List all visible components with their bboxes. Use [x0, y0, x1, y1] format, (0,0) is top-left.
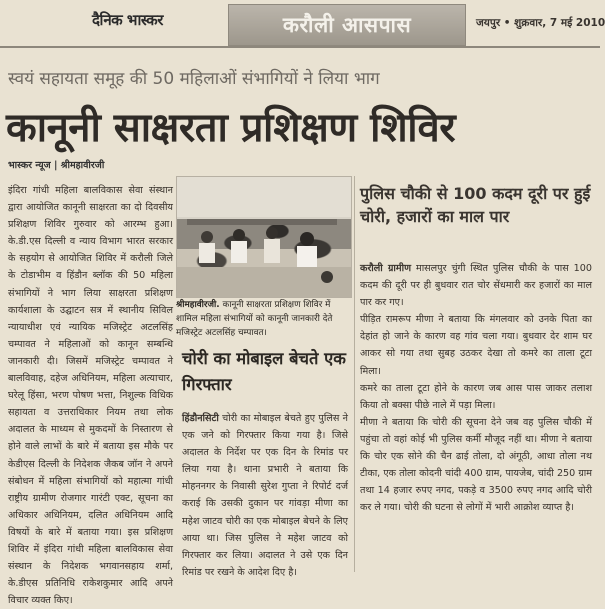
main-story-kicker: स्वयं सहायता समूह की 50 महिलाओं संभागियों ने लिया भाग: [8, 69, 380, 89]
column-divider: [354, 176, 355, 572]
theft-story-dateline: करौली ग्रामीण: [360, 263, 412, 274]
edition-dateline: जयपुर • शुक्रवार, 7 मई 2010: [476, 17, 605, 29]
mobile-story-column: [182, 410, 348, 578]
theft-story-body-part2: पीड़ित रामरूप मीणा ने बताया कि मंगलवार को उनके पिता का देहांत हो जाने के कारण वह गांव चला गया। बुधवार देर शाम घर आकर सो गया तथा सुबह उठकर देखा तो कमरे का ताला टूटा मिला।: [360, 314, 592, 377]
theft-story-body-part3: कमरे का ताला टूटा होने के कारण जब आस पास जाकर तलाश किया तो बक्सा पीछे नाले में पड़ा मिला।: [360, 382, 592, 411]
photo-caption: [176, 298, 351, 340]
news-photo: [176, 176, 352, 298]
main-story-byline: भास्कर न्यूज | श्रीमहावीरजी: [8, 160, 105, 171]
theft-story-headline: पुलिस चौकी से 100 कदम दूरी पर हुई चोरी, हजारों का माल पार: [360, 184, 591, 226]
theft-story-body-part1: मासलपुर चुंगी स्थित पुलिस चौकी के पास 100 कदम की दूरी पर ही बुधवार रात चोर सेंधमारी कर हजारों का माल पार कर गए।: [360, 263, 592, 309]
masthead: [0, 0, 605, 46]
mobile-story-body: चोरी का मोबाइल बेचते हुए पुलिस ने एक जने को गिरफ्तार किया गया है। जिसे अदालत के निर्देश पर एक दिन के रिमांड पर लिया गया है। थाना प्रभारी ने बताया कि मोहननगर के निवासी सुरेश गुप्ता ने रिपोर्ट दर्ज कराई कि उसकी दुकान पर गांवड़ा मीणा का महेश जाटव चोरी का एक मोबाइल बेचने के लिए आया था। जिस पुलिस ने महेश जाटव को गिरफ्तार कर लिया। अदालत ने उसे एक दिन रिमांड पर रखने के आदेश दिए है।: [182, 413, 348, 578]
newspaper-logo: दैनिक भास्कर: [92, 11, 163, 29]
masthead-rule: [0, 46, 600, 48]
photo-illustration: [177, 177, 351, 297]
main-story-column: [8, 182, 173, 607]
mobile-story-headline: चोरी का मोबाइल बेचते एक गिरफ्तार: [182, 349, 346, 394]
section-title: करौली आसपास: [282, 13, 412, 37]
photo-caption-text: कानूनी साक्षरता प्रशिक्षण शिविर में शामिल महिला संभागियों को कानूनी जानकारी देते मजिस्ट्रेट अटलसिंह चम्पावत।: [176, 300, 333, 338]
main-story-body-part2: जिसमें मजिस्ट्रेट चम्पावत ने बालविवाह, दहेज अधिनियम, महिला अत्याचार, घरेलू हिंसा, भरण पोषण भत्ता, निशुल्क विधिक सहायता व उत्तराधिकार नियम तथा लोक अदालत के माध्यम से मुकदमों के निस्तारण से होने वाले लाभों के बारे में बताया इस मौके पर केडीएस दिल्ली के निदेशक जैकब जॉन ने अपने संबोधन में महिला संभागियों को महात्मा गांधी राष्ट्रीय ग्रामीण रोजगार गारंटी एक्ट, सूचना का अधिकार अधिनियम, दलित अधिनियम आदि विषयों के बारे में बताया गया। इस प्रशिक्षण शिविर में इंदिरा गांधी महिला बालविकास सेवा संस्थान के निदेशक भगवानसहाय शर्मा, के.डीएस प्रतिनिधि राकेशकुमार आदि अपने विचार व्यक्त किए।: [8, 355, 173, 607]
main-story-headline: कानूनी साक्षरता प्रशिक्षण शिविर: [6, 105, 456, 151]
main-story-body-part1: इंदिरा गांधी महिला बालविकास सेवा संस्थान द्वारा आयोजित कानूनी साक्षरता का दो दिवसीय प्रशिक्षण शिविर गुरुवार को आरम्भ हुआ। के.डी.एस दिल्ली व न्याय विभाग भारत सरकार के सहयोग से आयोजित शिविर में करौली जिले के टोडाभीम व हिंडौन ब्लॉक की 50 महिला संभागियों ने भाग लिया साक्षरता प्रशिक्षण कार्यशाला के उद्घाटन सत्र में स्थानीय सिविल न्यायाधीश एवं न्यायिक मजिस्ट्रेट अटलसिंह चम्पावत ने महिलाओं को कानून सम्बन्धि जानकारी दी।: [8, 185, 173, 367]
theft-story-body-part4: मीणा ने बताया कि चोरी की सूचना देने जब वह पुलिस चौकी में पहुंचा तो वहां कोई भी पुलिस कर्मी मौजूद नहीं था। मीणा ने बताया कि चोर एक सोने की चैन ढाई तोला, दो अंगूठी, आधा तोला नथ टीका, एक तोला कोदनी चांदी 400 ग्राम, पायजेब, चांदी 250 ग्राम तथा 14 हजार रुपए नगद, पकड़े व 3500 रुपए नगद आदि चोरी कर ले गया। चोरी की घटना से लोगों में भारी आक्रोश व्याप्त है।: [360, 416, 592, 514]
theft-story-column: [360, 260, 592, 575]
photo-caption-place: श्रीमहावीरजी.: [176, 300, 220, 310]
mobile-story-dateline: हिंडौनसिटी: [182, 413, 219, 424]
section-banner: [228, 4, 466, 46]
